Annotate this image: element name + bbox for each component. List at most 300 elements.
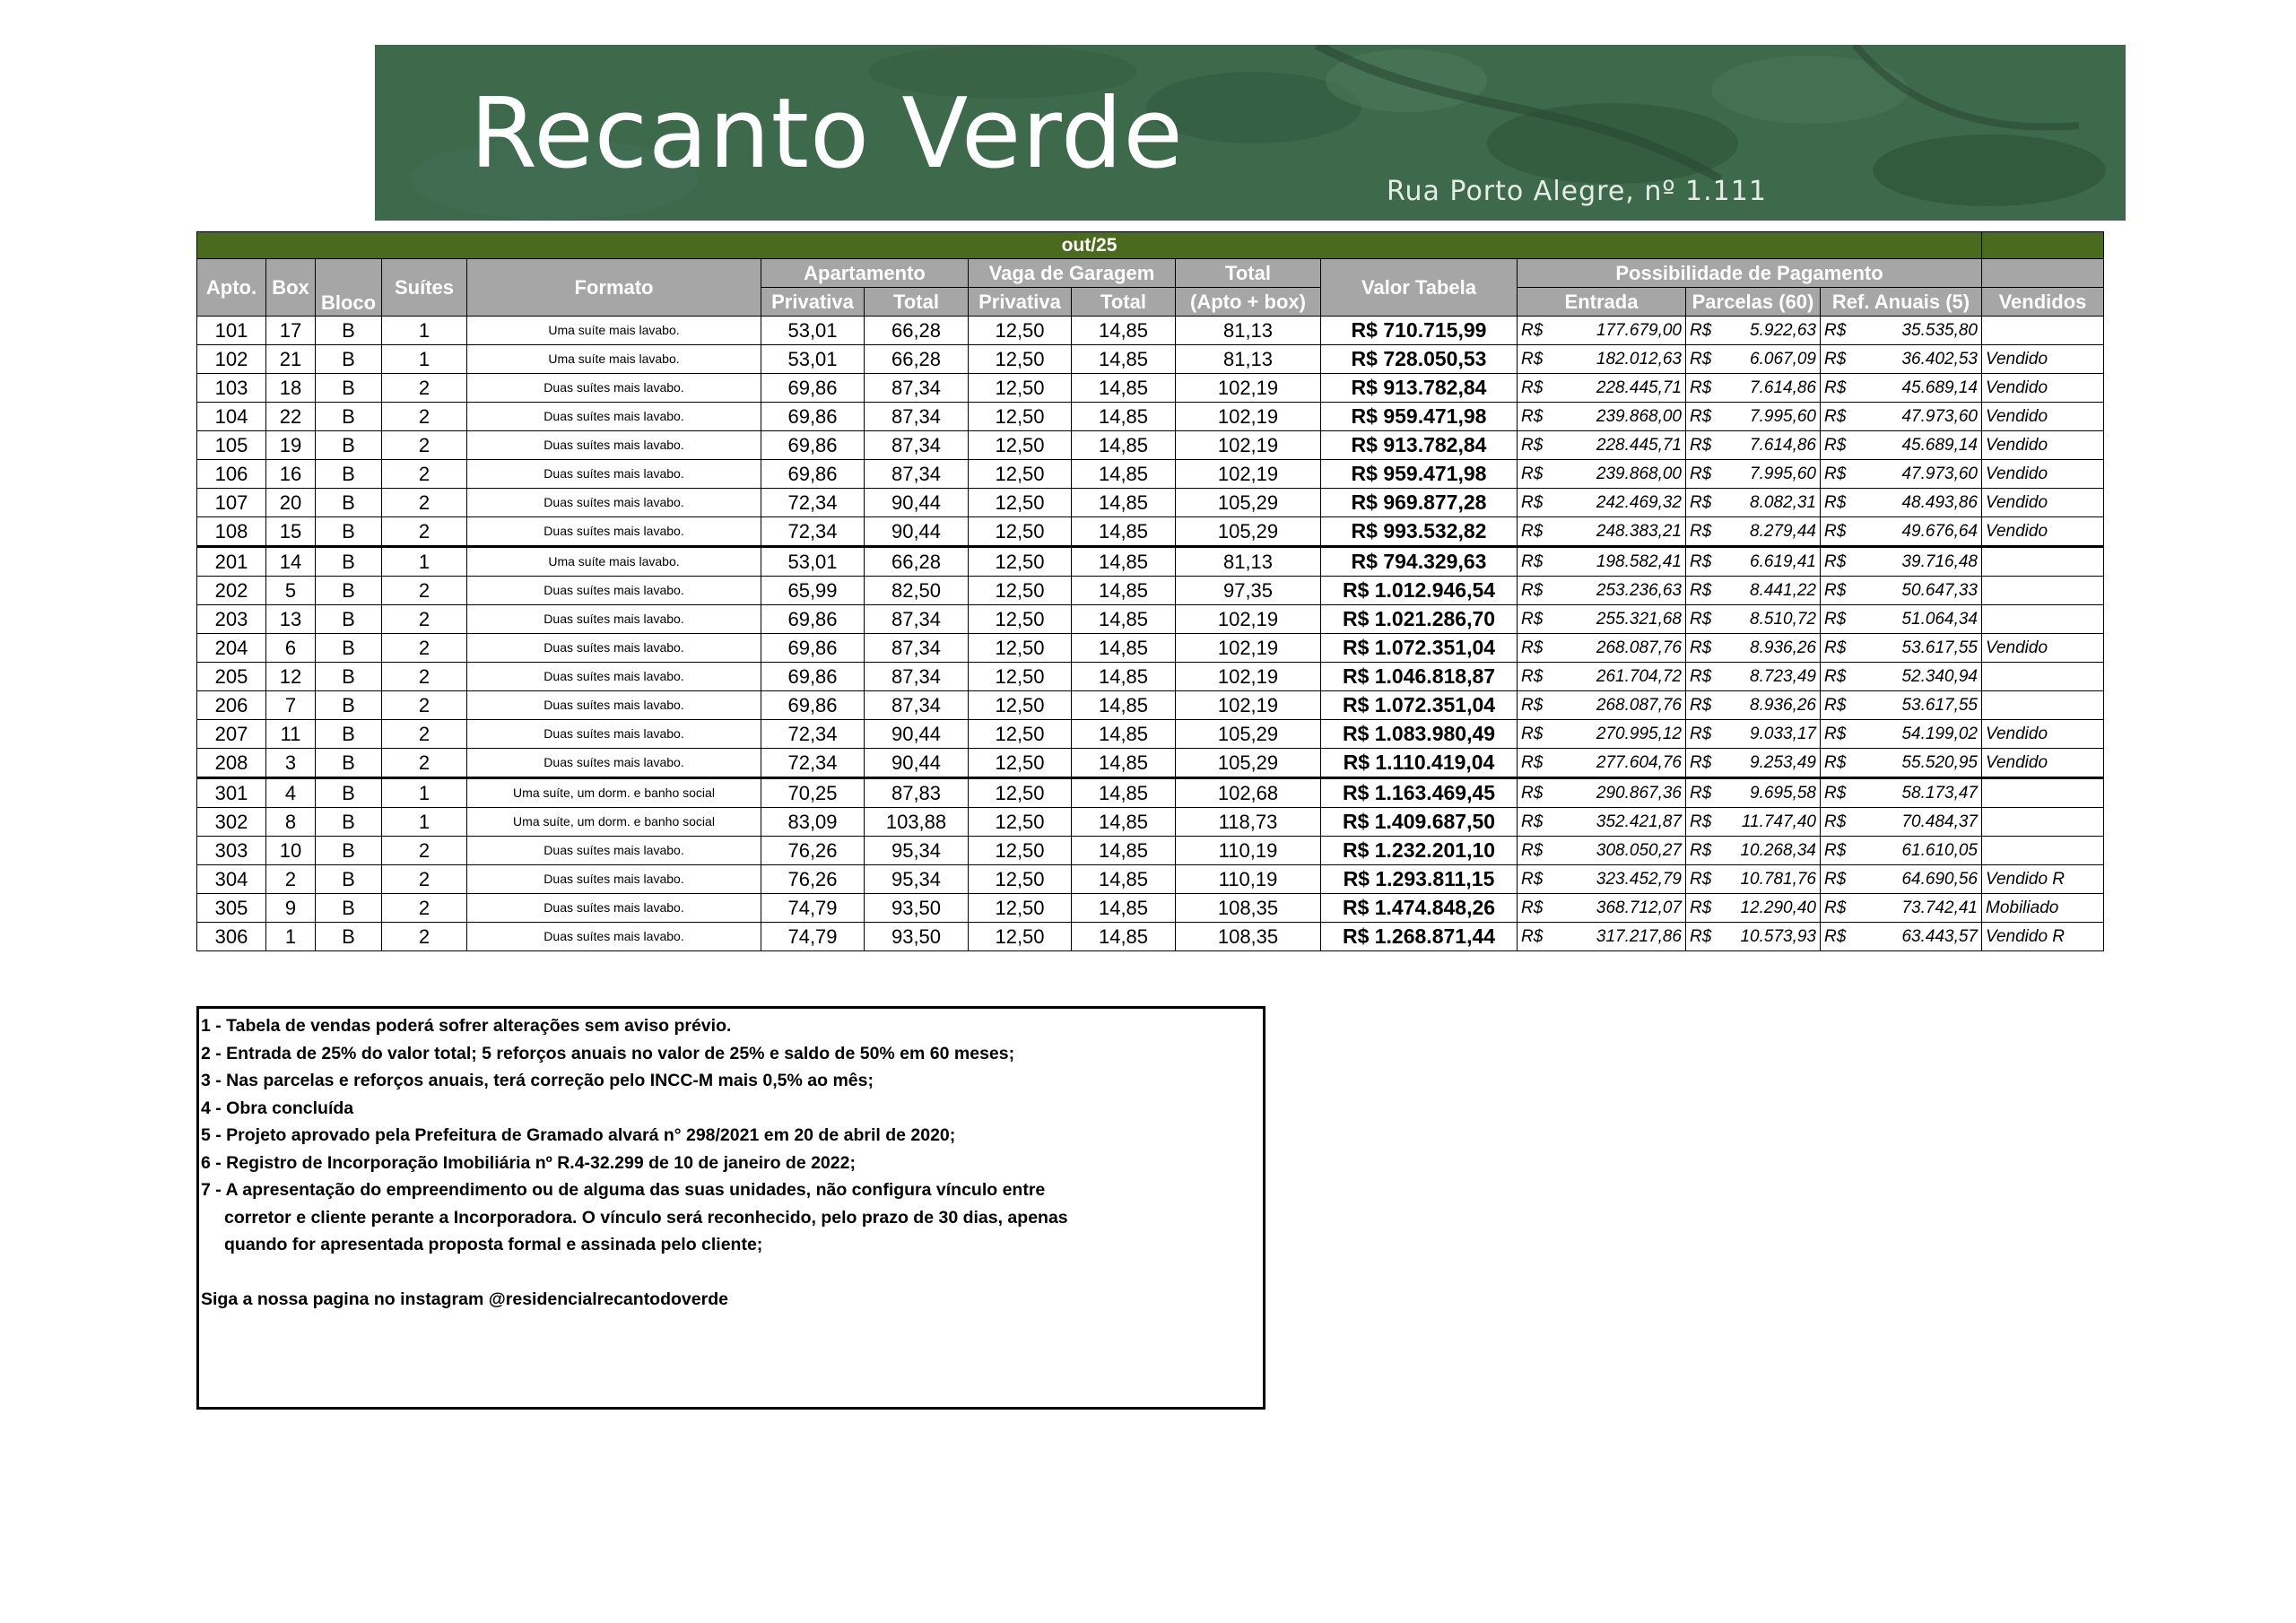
cell-suites: 2 (382, 403, 467, 431)
cell-vendido (1982, 605, 2104, 634)
cell-apto: 205 (197, 663, 266, 691)
table-row (197, 345, 2104, 374)
currency-symbol: R$ (1690, 321, 1712, 340)
amount: 45.689,14 (1901, 436, 1978, 455)
cell-ref-anuais (1821, 634, 1982, 663)
cell-ref-anuais (1821, 691, 1982, 720)
cell-formato: Duas suítes mais lavabo. (467, 663, 761, 691)
cell-valor-tabela: R$ 1.232.201,10 (1321, 837, 1518, 865)
cell-total: 102,19 (1176, 634, 1321, 663)
cell-ap-total: 87,34 (865, 403, 969, 431)
cell-bloco: B (316, 517, 382, 547)
amount: 9.695,58 (1750, 784, 1816, 803)
currency-symbol: R$ (1824, 350, 1847, 369)
cell-valor-tabela: R$ 1.110.419,04 (1321, 749, 1518, 778)
project-title: Recanto Verde (470, 78, 1184, 190)
cell-vg-privativa: 12,50 (969, 577, 1072, 605)
cell-bloco: B (316, 691, 382, 720)
cell-entrada (1518, 837, 1686, 865)
cell-ap-privativa: 69,86 (761, 663, 865, 691)
amount: 7.614,86 (1750, 378, 1816, 397)
currency-symbol: R$ (1690, 378, 1712, 397)
currency-symbol: R$ (1824, 898, 1847, 917)
currency-symbol: R$ (1690, 407, 1712, 426)
cell-ap-total: 87,34 (865, 431, 969, 460)
cell-vg-privativa: 12,50 (969, 749, 1072, 778)
amount: 261.704,72 (1596, 667, 1682, 686)
cell-parcelas (1686, 517, 1821, 547)
cell-box: 13 (266, 605, 316, 634)
cell-vg-total: 14,85 (1072, 489, 1176, 517)
table-row (197, 749, 2104, 778)
cell-ap-privativa: 69,86 (761, 605, 865, 634)
currency-symbol: R$ (1690, 552, 1712, 571)
cell-parcelas (1686, 691, 1821, 720)
cell-ap-privativa: 74,79 (761, 894, 865, 923)
currency-symbol: R$ (1521, 610, 1544, 629)
cell-vendido (1982, 691, 2104, 720)
cell-ap-privativa: 72,34 (761, 749, 865, 778)
cell-suites: 1 (382, 547, 467, 577)
period-label: out/25 (197, 232, 1982, 259)
cell-suites: 2 (382, 517, 467, 547)
cell-parcelas (1686, 345, 1821, 374)
currency-symbol: R$ (1824, 667, 1847, 686)
cell-vg-total: 14,85 (1072, 663, 1176, 691)
currency-symbol: R$ (1824, 927, 1847, 946)
cell-vg-total: 14,85 (1072, 403, 1176, 431)
cell-total: 97,35 (1176, 577, 1321, 605)
amount: 352.421,87 (1596, 812, 1682, 831)
cell-ref-anuais (1821, 720, 1982, 749)
cell-vg-privativa: 12,50 (969, 547, 1072, 577)
currency-symbol: R$ (1824, 753, 1847, 772)
amount: 51.064,34 (1901, 610, 1978, 629)
currency-symbol: R$ (1690, 784, 1712, 803)
cell-box: 8 (266, 808, 316, 837)
cell-entrada (1518, 403, 1686, 431)
cell-parcelas (1686, 865, 1821, 894)
table-row (197, 691, 2104, 720)
col-bloco: Bloco (316, 259, 382, 317)
currency-symbol: R$ (1690, 350, 1712, 369)
amount: 7.614,86 (1750, 436, 1816, 455)
col-formato: Formato (467, 259, 761, 317)
cell-bloco: B (316, 374, 382, 403)
instagram-note: Siga a nossa pagina no instagram @residencialrecantodoverde (201, 1289, 728, 1309)
amount: 10.573,93 (1740, 927, 1816, 946)
cell-ap-privativa: 53,01 (761, 547, 865, 577)
cell-suites: 2 (382, 749, 467, 778)
cell-vendido (1982, 663, 2104, 691)
cell-ref-anuais (1821, 663, 1982, 691)
cell-vg-privativa: 12,50 (969, 634, 1072, 663)
amount: 61.610,05 (1901, 841, 1978, 860)
cell-ref-anuais (1821, 923, 1982, 951)
note-6: 6 - Registro de Incorporação Imobiliária nº R.4-32.299 de 10 de janeiro de 2022; (201, 1152, 856, 1173)
cell-parcelas (1686, 663, 1821, 691)
cell-vg-privativa: 12,50 (969, 691, 1072, 720)
cell-box: 19 (266, 431, 316, 460)
table-row (197, 317, 2104, 345)
cell-vg-privativa: 12,50 (969, 894, 1072, 923)
amount: 8.279,44 (1750, 522, 1816, 541)
cell-valor-tabela: R$ 1.293.811,15 (1321, 865, 1518, 894)
cell-suites: 1 (382, 778, 467, 808)
cell-entrada (1518, 460, 1686, 489)
cell-formato: Duas suítes mais lavabo. (467, 460, 761, 489)
amount: 58.173,47 (1901, 784, 1978, 803)
amount: 228.445,71 (1596, 436, 1682, 455)
cell-total: 105,29 (1176, 517, 1321, 547)
cell-vendido: Vendido (1982, 634, 2104, 663)
cell-vg-total: 14,85 (1072, 837, 1176, 865)
cell-vg-total: 14,85 (1072, 317, 1176, 345)
cell-suites: 2 (382, 460, 467, 489)
currency-symbol: R$ (1521, 667, 1544, 686)
cell-vg-total: 14,85 (1072, 517, 1176, 547)
note-7-cont-2: quando for apresentada proposta formal e assinada pelo cliente; (224, 1235, 763, 1254)
cell-ap-total: 82,50 (865, 577, 969, 605)
cell-vg-privativa: 12,50 (969, 460, 1072, 489)
cell-valor-tabela: R$ 794.329,63 (1321, 547, 1518, 577)
currency-symbol: R$ (1824, 464, 1847, 483)
amount: 9.033,17 (1750, 725, 1816, 743)
currency-symbol: R$ (1690, 812, 1712, 831)
table-row (197, 547, 2104, 577)
amount: 277.604,76 (1596, 753, 1682, 772)
cell-ap-total: 90,44 (865, 489, 969, 517)
amount: 8.936,26 (1750, 638, 1816, 657)
cell-valor-tabela: R$ 710.715,99 (1321, 317, 1518, 345)
cell-formato: Duas suítes mais lavabo. (467, 374, 761, 403)
table-row (197, 403, 2104, 431)
cell-entrada (1518, 374, 1686, 403)
cell-box: 16 (266, 460, 316, 489)
table-row (197, 720, 2104, 749)
cell-vg-privativa: 12,50 (969, 431, 1072, 460)
header-banner (375, 45, 2126, 221)
cell-apto: 206 (197, 691, 266, 720)
cell-vg-privativa: 12,50 (969, 865, 1072, 894)
cell-parcelas (1686, 403, 1821, 431)
cell-total: 81,13 (1176, 317, 1321, 345)
amount: 12.290,40 (1740, 898, 1816, 917)
table-row (197, 663, 2104, 691)
amount: 239.868,00 (1596, 407, 1682, 426)
cell-vendido: Mobiliado (1982, 894, 2104, 923)
table-row (197, 894, 2104, 923)
cell-bloco: B (316, 345, 382, 374)
cell-vendido (1982, 778, 2104, 808)
amount: 290.867,36 (1596, 784, 1682, 803)
table-row (197, 808, 2104, 837)
amount: 47.973,60 (1901, 407, 1978, 426)
cell-entrada (1518, 489, 1686, 517)
currency-symbol: R$ (1521, 552, 1544, 571)
cell-vg-privativa: 12,50 (969, 345, 1072, 374)
currency-symbol: R$ (1521, 321, 1544, 340)
cell-ap-privativa: 70,25 (761, 778, 865, 808)
cell-box: 17 (266, 317, 316, 345)
currency-symbol: R$ (1521, 812, 1544, 831)
cell-vg-total: 14,85 (1072, 345, 1176, 374)
cell-vendido: Vendido (1982, 749, 2104, 778)
col-vendidos: Vendidos (1982, 288, 2104, 317)
cell-ap-total: 90,44 (865, 749, 969, 778)
cell-total: 105,29 (1176, 720, 1321, 749)
cell-suites: 2 (382, 374, 467, 403)
currency-symbol: R$ (1521, 927, 1544, 946)
cell-apto: 301 (197, 778, 266, 808)
cell-entrada (1518, 577, 1686, 605)
col-total-sub: (Apto + box) (1176, 288, 1321, 317)
cell-box: 1 (266, 923, 316, 951)
cell-apto: 105 (197, 431, 266, 460)
cell-box: 14 (266, 547, 316, 577)
amount: 270.995,12 (1596, 725, 1682, 743)
cell-vendido (1982, 317, 2104, 345)
cell-entrada (1518, 894, 1686, 923)
cell-formato: Uma suíte, um dorm. e banho social (467, 808, 761, 837)
cell-formato: Duas suítes mais lavabo. (467, 691, 761, 720)
cell-ap-privativa: 72,34 (761, 489, 865, 517)
cell-box: 3 (266, 749, 316, 778)
amount: 8.510,72 (1750, 610, 1816, 629)
cell-ap-privativa: 69,86 (761, 691, 865, 720)
currency-symbol: R$ (1521, 696, 1544, 715)
amount: 268.087,76 (1596, 696, 1682, 715)
cell-total: 102,19 (1176, 374, 1321, 403)
amount: 368.712,07 (1596, 898, 1682, 917)
currency-symbol: R$ (1824, 436, 1847, 455)
table-row (197, 865, 2104, 894)
cell-apto: 104 (197, 403, 266, 431)
table-row (197, 634, 2104, 663)
cell-bloco: B (316, 720, 382, 749)
amount: 8.082,31 (1750, 493, 1816, 512)
table-row (197, 374, 2104, 403)
amount: 53.617,55 (1901, 638, 1978, 657)
cell-total: 102,19 (1176, 663, 1321, 691)
amount: 253.236,63 (1596, 581, 1682, 600)
cell-entrada (1518, 317, 1686, 345)
amount: 6.619,41 (1750, 552, 1816, 571)
cell-total: 102,19 (1176, 691, 1321, 720)
cell-ap-total: 93,50 (865, 923, 969, 951)
cell-total: 102,19 (1176, 431, 1321, 460)
cell-vg-privativa: 12,50 (969, 374, 1072, 403)
cell-apto: 102 (197, 345, 266, 374)
currency-symbol: R$ (1824, 610, 1847, 629)
table-row (197, 778, 2104, 808)
cell-vg-total: 14,85 (1072, 749, 1176, 778)
cell-suites: 2 (382, 691, 467, 720)
cell-vg-total: 14,85 (1072, 605, 1176, 634)
cell-total: 102,19 (1176, 460, 1321, 489)
currency-symbol: R$ (1690, 696, 1712, 715)
amount: 317.217,86 (1596, 927, 1682, 946)
cell-valor-tabela: R$ 1.268.871,44 (1321, 923, 1518, 951)
currency-symbol: R$ (1521, 378, 1544, 397)
cell-ref-anuais (1821, 431, 1982, 460)
currency-symbol: R$ (1521, 407, 1544, 426)
cell-valor-tabela: R$ 993.532,82 (1321, 517, 1518, 547)
amount: 323.452,79 (1596, 870, 1682, 889)
amount: 50.647,33 (1901, 581, 1978, 600)
currency-symbol: R$ (1824, 522, 1847, 541)
cell-entrada (1518, 517, 1686, 547)
currency-symbol: R$ (1690, 610, 1712, 629)
currency-symbol: R$ (1521, 350, 1544, 369)
col-parcelas: Parcelas (60) (1686, 288, 1821, 317)
cell-bloco: B (316, 808, 382, 837)
cell-suites: 2 (382, 663, 467, 691)
col-apartamento: Apartamento (761, 259, 969, 288)
cell-vg-total: 14,85 (1072, 923, 1176, 951)
amount: 39.716,48 (1901, 552, 1978, 571)
cell-ref-anuais (1821, 489, 1982, 517)
cell-vendido: Vendido R (1982, 923, 2104, 951)
table-body (197, 317, 2104, 951)
header-row-1 (197, 259, 2104, 288)
cell-vendido (1982, 837, 2104, 865)
currency-symbol: R$ (1690, 927, 1712, 946)
cell-entrada (1518, 634, 1686, 663)
cell-total: 105,29 (1176, 489, 1321, 517)
notes-box (196, 1006, 1265, 1410)
cell-ref-anuais (1821, 547, 1982, 577)
cell-vg-total: 14,85 (1072, 720, 1176, 749)
cell-ap-total: 90,44 (865, 720, 969, 749)
cell-vg-privativa: 12,50 (969, 663, 1072, 691)
currency-symbol: R$ (1521, 870, 1544, 889)
cell-apto: 304 (197, 865, 266, 894)
amount: 255.321,68 (1596, 610, 1682, 629)
cell-suites: 2 (382, 431, 467, 460)
cell-ref-anuais (1821, 345, 1982, 374)
currency-symbol: R$ (1690, 841, 1712, 860)
cell-vendido: Vendido (1982, 431, 2104, 460)
cell-vendido: Vendido (1982, 720, 2104, 749)
cell-parcelas (1686, 547, 1821, 577)
amount: 239.868,00 (1596, 464, 1682, 483)
cell-ap-privativa: 69,86 (761, 460, 865, 489)
currency-symbol: R$ (1824, 870, 1847, 889)
currency-symbol: R$ (1690, 667, 1712, 686)
amount: 182.012,63 (1596, 350, 1682, 369)
currency-symbol: R$ (1521, 638, 1544, 657)
amount: 63.443,57 (1901, 927, 1978, 946)
cell-ap-total: 90,44 (865, 517, 969, 547)
cell-ap-privativa: 69,86 (761, 403, 865, 431)
cell-vg-privativa: 12,50 (969, 489, 1072, 517)
cell-vg-privativa: 12,50 (969, 720, 1072, 749)
cell-box: 10 (266, 837, 316, 865)
cell-apto: 106 (197, 460, 266, 489)
currency-symbol: R$ (1824, 581, 1847, 600)
cell-ap-privativa: 83,09 (761, 808, 865, 837)
cell-ap-privativa: 53,01 (761, 317, 865, 345)
cell-parcelas (1686, 894, 1821, 923)
amount: 35.535,80 (1901, 321, 1978, 340)
cell-formato: Duas suítes mais lavabo. (467, 431, 761, 460)
note-4: 4 - Obra concluída (201, 1098, 354, 1118)
price-table (196, 231, 2104, 951)
amount: 8.723,49 (1750, 667, 1816, 686)
cell-valor-tabela: R$ 1.083.980,49 (1321, 720, 1518, 749)
table-row (197, 837, 2104, 865)
cell-parcelas (1686, 634, 1821, 663)
cell-vendido (1982, 577, 2104, 605)
amount: 52.340,94 (1901, 667, 1978, 686)
cell-box: 4 (266, 778, 316, 808)
cell-ap-privativa: 69,86 (761, 374, 865, 403)
cell-parcelas (1686, 720, 1821, 749)
amount: 54.199,02 (1901, 725, 1978, 743)
cell-vg-privativa: 12,50 (969, 403, 1072, 431)
cell-ap-total: 87,83 (865, 778, 969, 808)
amount: 228.445,71 (1596, 378, 1682, 397)
cell-total: 108,35 (1176, 894, 1321, 923)
cell-bloco: B (316, 577, 382, 605)
cell-suites: 2 (382, 923, 467, 951)
cell-vg-total: 14,85 (1072, 431, 1176, 460)
amount: 55.520,95 (1901, 753, 1978, 772)
note-5: 5 - Projeto aprovado pela Prefeitura de Gramado alvará n° 298/2021 em 20 de abril de 2020; (201, 1125, 956, 1145)
cell-vg-total: 14,85 (1072, 577, 1176, 605)
period-blank (1982, 232, 2104, 259)
cell-entrada (1518, 778, 1686, 808)
cell-entrada (1518, 923, 1686, 951)
currency-symbol: R$ (1824, 812, 1847, 831)
cell-entrada (1518, 345, 1686, 374)
amount: 8.936,26 (1750, 696, 1816, 715)
col-ap-privativa: Privativa (761, 288, 865, 317)
currency-symbol: R$ (1824, 784, 1847, 803)
cell-valor-tabela: R$ 959.471,98 (1321, 403, 1518, 431)
cell-ap-total: 87,34 (865, 691, 969, 720)
cell-valor-tabela: R$ 1.072.351,04 (1321, 634, 1518, 663)
cell-ref-anuais (1821, 403, 1982, 431)
amount: 45.689,14 (1901, 378, 1978, 397)
cell-valor-tabela: R$ 1.072.351,04 (1321, 691, 1518, 720)
amount: 70.484,37 (1901, 812, 1978, 831)
cell-parcelas (1686, 749, 1821, 778)
cell-total: 81,13 (1176, 345, 1321, 374)
cell-entrada (1518, 547, 1686, 577)
cell-vendido: Vendido (1982, 403, 2104, 431)
cell-box: 2 (266, 865, 316, 894)
cell-total: 81,13 (1176, 547, 1321, 577)
cell-apto: 201 (197, 547, 266, 577)
cell-formato: Duas suítes mais lavabo. (467, 634, 761, 663)
cell-vg-privativa: 12,50 (969, 923, 1072, 951)
cell-bloco: B (316, 489, 382, 517)
cell-valor-tabela: R$ 1.163.469,45 (1321, 778, 1518, 808)
note-7: 7 - A apresentação do empreendimento ou de alguma das suas unidades, não configura vínculo entre (201, 1180, 1046, 1200)
cell-ap-total: 103,88 (865, 808, 969, 837)
cell-vg-total: 14,85 (1072, 808, 1176, 837)
cell-formato: Duas suítes mais lavabo. (467, 749, 761, 778)
cell-valor-tabela: R$ 728.050,53 (1321, 345, 1518, 374)
cell-vg-total: 14,85 (1072, 865, 1176, 894)
amount: 53.617,55 (1901, 696, 1978, 715)
cell-entrada (1518, 605, 1686, 634)
cell-ref-anuais (1821, 374, 1982, 403)
cell-box: 15 (266, 517, 316, 547)
cell-parcelas (1686, 808, 1821, 837)
